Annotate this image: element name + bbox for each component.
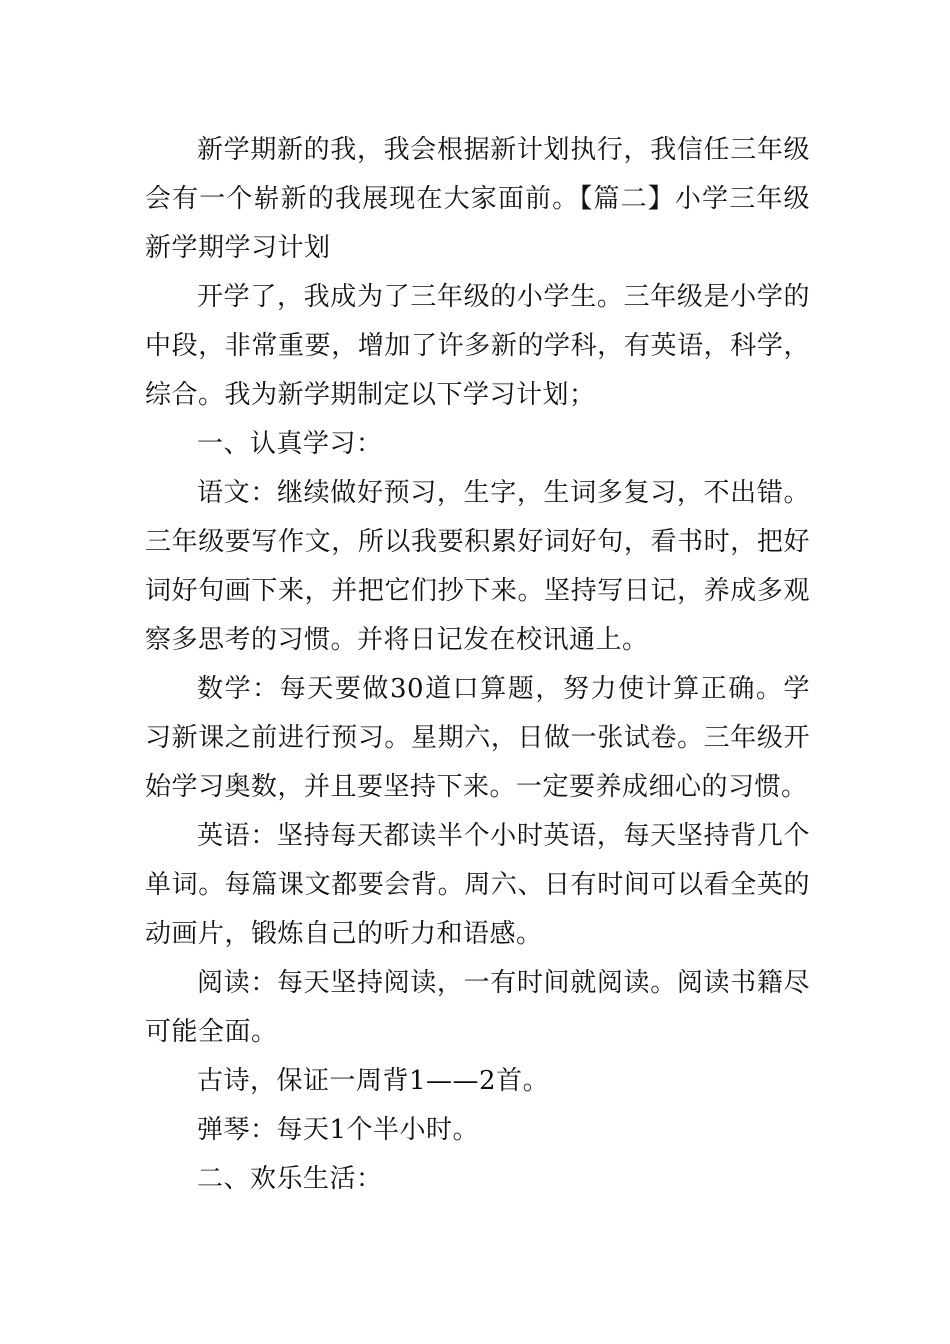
paragraph-chinese: 语文：继续做好预习，生字，生词多复习，不出错。三年级要写作文，所以我要积累好词好句，看书时，把好词好句画下来，并把它们抄下来。坚持写日记，养成多观察多思考的习惯。并将日记发在校讯通上。 <box>145 478 810 655</box>
paragraph-intro: 新学期新的我，我会根据新计划执行，我信任三年级会有一个崭新的我展现在大家面前。【篇二】小学三年级新学期学习计划 <box>145 135 810 263</box>
paragraph-math: 数学：每天要做30道口算题，努力使计算正确。学习新课之前进行预习。星期六，日做一张试卷。三年级开始学习奥数，并且要坚持下来。一定要养成细心的习惯。 <box>145 674 810 802</box>
paragraph-poetry: 古诗，保证一周背1——2首。 <box>197 1066 550 1096</box>
paragraph-piano: 弹琴：每天1个半小时。 <box>197 1115 480 1145</box>
document-body <box>145 126 810 1204</box>
paragraph-reading: 阅读：每天坚持阅读，一有时间就阅读。阅读书籍尽可能全面。 <box>145 968 810 1047</box>
paragraph-english: 英语：坚持每天都读半个小时英语，每天坚持背几个单词。每篇课文都要会背。周六、日有时间可以看全英的动画片，锻炼自己的听力和语感。 <box>145 821 810 949</box>
heading-life: 二、欢乐生活： <box>197 1164 383 1194</box>
paragraph-opening: 开学了，我成为了三年级的小学生。三年级是小学的中段，非常重要，增加了许多新的学科，有英语，科学，综合。我为新学期制定以下学习计划； <box>145 282 810 410</box>
heading-study: 一、认真学习： <box>197 429 383 459</box>
